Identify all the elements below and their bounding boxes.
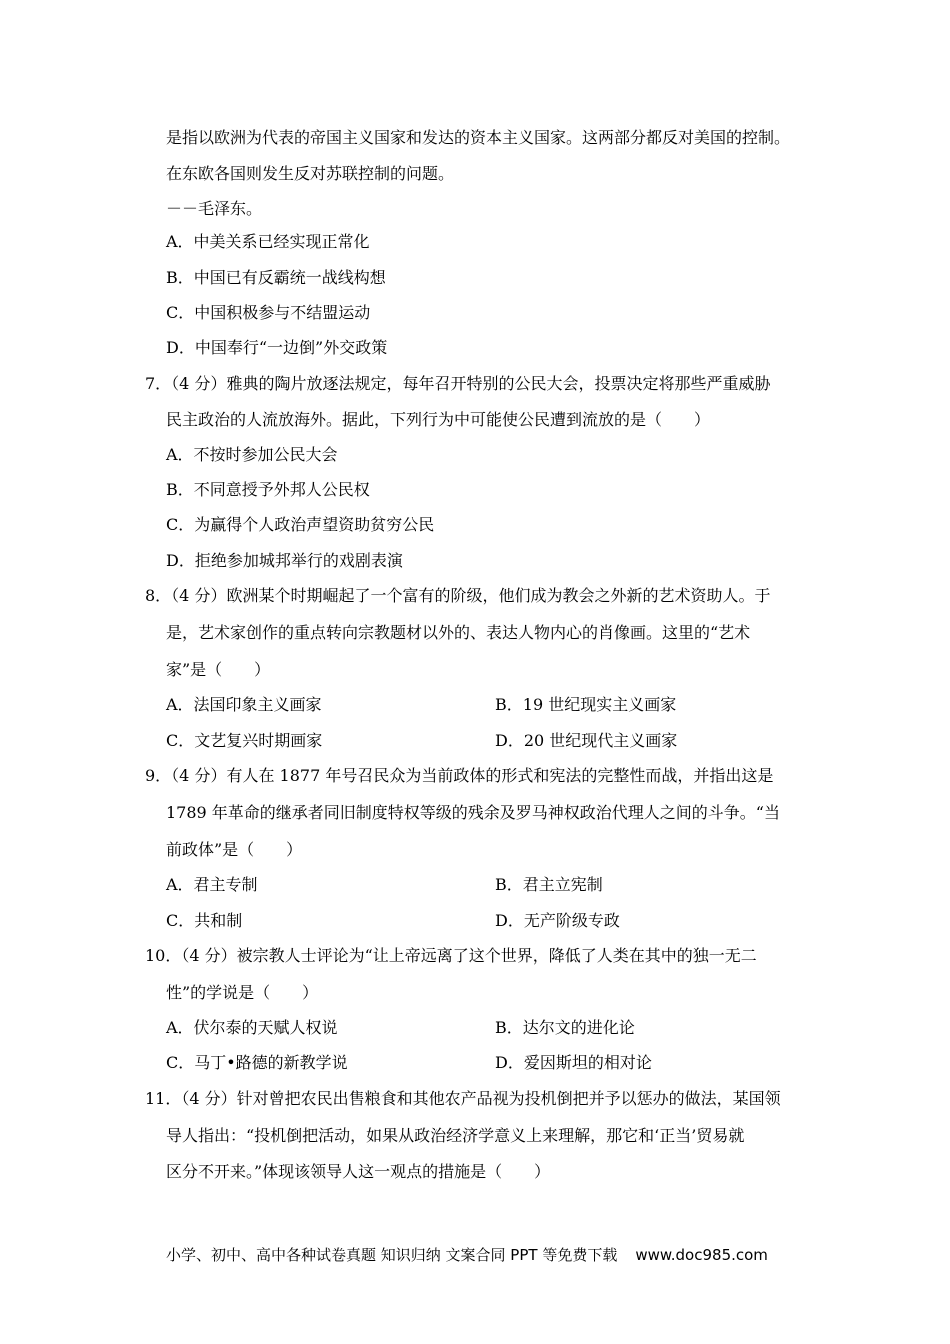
q10-option-c: C．马丁•路德的新教学说 bbox=[166, 1053, 348, 1072]
q7-stem-line-1: 7．（4 分）雅典的陶片放逐法规定，每年召开特别的公民大会，投票决定将那些严重威胁 bbox=[145, 374, 771, 393]
q6-option-d: D．中国奉行“一边倒”外交政策 bbox=[166, 338, 388, 357]
q9-option-d: D．无产阶级专政 bbox=[495, 911, 620, 930]
q8-option-d: D．20 世纪现代主义画家 bbox=[495, 731, 678, 750]
q10-stem-line-2: 性”的学说是（ ） bbox=[166, 983, 319, 1002]
q9-option-a: A．君主专制 bbox=[166, 875, 258, 894]
q6-quote-source: －－毛泽东。 bbox=[166, 199, 263, 218]
q6-option-b: B．中国已有反霸统一战线构想 bbox=[166, 268, 386, 287]
q8-option-a: A．法国印象主义画家 bbox=[166, 695, 322, 714]
q8-stem-line-2: 是，艺术家创作的重点转向宗教题材以外的、表达人物内心的肖像画。这里的“艺术 bbox=[166, 623, 751, 642]
q8-option-b: B．19 世纪现实主义画家 bbox=[495, 695, 677, 714]
q7-stem-line-2: 民主政治的人流放海外。据此，下列行为中可能使公民遭到流放的是（ ） bbox=[166, 410, 711, 429]
q7-option-a: A．不按时参加公民大会 bbox=[166, 445, 338, 464]
q7-option-d: D．拒绝参加城邦举行的戏剧表演 bbox=[166, 551, 403, 570]
q10-option-b: B．达尔文的进化论 bbox=[495, 1018, 635, 1037]
q10-stem-line-1: 10．（4 分）被宗教人士评论为“让上帝远离了这个世界，降低了人类在其中的独一无二 bbox=[145, 946, 757, 965]
q7-option-b: B．不同意授予外邦人公民权 bbox=[166, 480, 370, 499]
q8-stem-line-1: 8．（4 分）欧洲某个时期崛起了一个富有的阶级，他们成为教会之外新的艺术资助人。于 bbox=[145, 586, 771, 605]
q11-stem-line-3: 区分不开来。”体现该领导人这一观点的措施是（ ） bbox=[166, 1162, 551, 1181]
q10-option-d: D．爱因斯坦的相对论 bbox=[495, 1053, 652, 1072]
q9-stem-line-2: 1789 年革命的继承者同旧制度特权等级的残余及罗马神权政治代理人之间的斗争。“当 bbox=[166, 803, 780, 822]
q6-text-line-2: 在东欧各国则发生反对苏联控制的问题。 bbox=[166, 164, 455, 183]
q7-option-c: C．为赢得个人政治声望资助贫穷公民 bbox=[166, 515, 435, 534]
q9-option-b: B．君主立宪制 bbox=[495, 875, 603, 894]
q6-option-c: C．中国积极参与不结盟运动 bbox=[166, 303, 371, 322]
q11-stem-line-2: 导人指出：“投机倒把活动，如果从政治经济学意义上来理解，那它和‘正当’贸易就 bbox=[166, 1126, 745, 1145]
q8-option-c: C．文艺复兴时期画家 bbox=[166, 731, 323, 750]
q9-stem-line-1: 9．（4 分）有人在 1877 年号召民众为当前政体的形式和宪法的完整性而战，并指出这是 bbox=[145, 766, 774, 785]
footer-url-link[interactable]: www.doc985.com bbox=[635, 1246, 768, 1264]
q9-option-c: C．共和制 bbox=[166, 911, 243, 930]
q6-text-line-1: 是指以欧洲为代表的帝国主义国家和发达的资本主义国家。这两部分都反对美国的控制。 bbox=[166, 128, 791, 147]
q9-stem-line-3: 前政体”是（ ） bbox=[166, 840, 303, 859]
page-footer bbox=[166, 1244, 768, 1265]
q8-stem-line-3: 家”是（ ） bbox=[166, 660, 271, 679]
q6-option-a: A．中美关系已经实现正常化 bbox=[166, 232, 370, 251]
footer-text: 小学、初中、高中各种试卷真题 知识归纳 文案合同 PPT 等免费下载 bbox=[166, 1246, 618, 1264]
q10-option-a: A．伏尔泰的天赋人权说 bbox=[166, 1018, 338, 1037]
q11-stem-line-1: 11．（4 分）针对曾把农民出售粮食和其他农产品视为投机倒把并予以惩办的做法，某国领 bbox=[145, 1089, 781, 1108]
